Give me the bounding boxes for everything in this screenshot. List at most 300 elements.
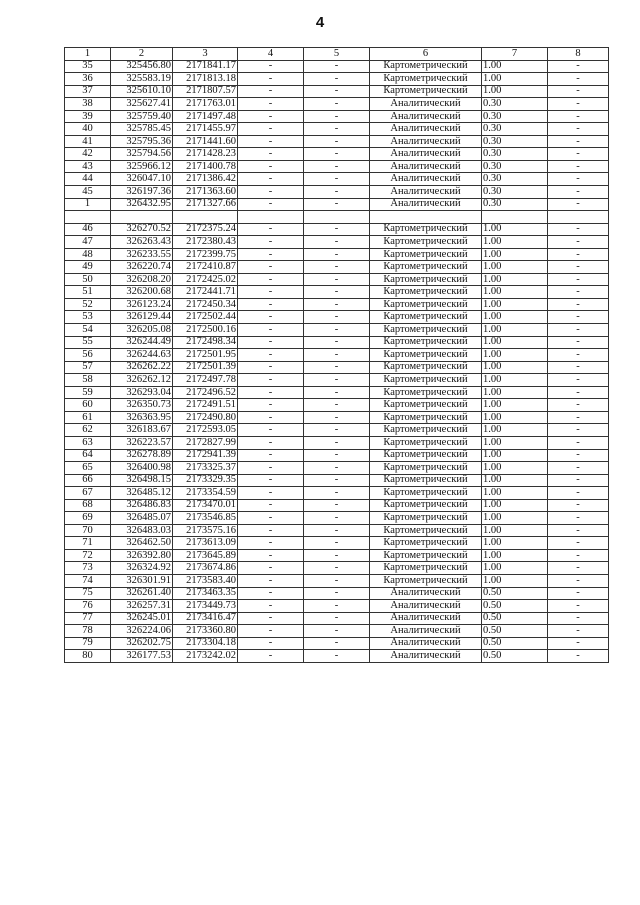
x-coordinate-cell: 326278.89 [111, 449, 173, 462]
y-coordinate-cell: 2173449.73 [173, 600, 238, 613]
col-5-cell: - [304, 587, 370, 600]
table-row [65, 223, 609, 236]
accuracy-cell: 1.00 [482, 499, 548, 512]
y-coordinate-cell: 2173583.40 [173, 574, 238, 587]
point-number-cell: 77 [65, 612, 111, 625]
point-number-cell: 40 [65, 123, 111, 136]
col-4-cell: - [238, 60, 304, 73]
method-cell: Картометрический [370, 474, 482, 487]
table-row [65, 73, 609, 86]
method-cell: Картометрический [370, 311, 482, 324]
table-row [65, 349, 609, 362]
col-4-cell: - [238, 98, 304, 111]
col-8-cell: - [548, 374, 609, 387]
point-number-cell: 74 [65, 574, 111, 587]
col-5-cell: - [304, 600, 370, 613]
col-8-cell: - [548, 173, 609, 186]
column-header-1: 1 [65, 48, 111, 61]
table-row [65, 574, 609, 587]
table-row [65, 612, 609, 625]
method-cell: Картометрический [370, 324, 482, 337]
accuracy-cell: 0.30 [482, 173, 548, 186]
col-8-cell: - [548, 236, 609, 249]
point-number-cell: 66 [65, 474, 111, 487]
point-number-cell: 60 [65, 399, 111, 412]
page-number: 4 [315, 14, 325, 31]
col-4-cell: - [238, 587, 304, 600]
col-8-cell: - [548, 324, 609, 337]
method-cell: Картометрический [370, 462, 482, 475]
col-5-cell: - [304, 160, 370, 173]
col-8-cell: - [548, 60, 609, 73]
col-5-cell [304, 211, 370, 224]
method-cell: Аналитический [370, 135, 482, 148]
y-coordinate-cell: 2172490.80 [173, 411, 238, 424]
col-5-cell: - [304, 85, 370, 98]
x-coordinate-cell: 326205.08 [111, 324, 173, 337]
point-number-cell: 67 [65, 487, 111, 500]
col-5-cell: - [304, 499, 370, 512]
x-coordinate-cell: 325627.41 [111, 98, 173, 111]
accuracy-cell: 0.30 [482, 110, 548, 123]
y-coordinate-cell: 2173360.80 [173, 625, 238, 638]
x-coordinate-cell: 326324.92 [111, 562, 173, 575]
col-5-cell: - [304, 574, 370, 587]
table-row [65, 173, 609, 186]
x-coordinate-cell: 326220.74 [111, 261, 173, 274]
x-coordinate-cell: 325610.10 [111, 85, 173, 98]
accuracy-cell: 1.00 [482, 223, 548, 236]
point-number-cell: 57 [65, 361, 111, 374]
accuracy-cell: 1.00 [482, 487, 548, 500]
method-cell: Картометрический [370, 436, 482, 449]
table-row [65, 186, 609, 199]
x-coordinate-cell: 326263.43 [111, 236, 173, 249]
method-cell: Картометрический [370, 512, 482, 525]
col-4-cell: - [238, 261, 304, 274]
col-8-cell [548, 211, 609, 224]
point-number-cell: 63 [65, 436, 111, 449]
x-coordinate-cell: 326432.95 [111, 198, 173, 211]
accuracy-cell: 0.30 [482, 186, 548, 199]
point-number-cell: 64 [65, 449, 111, 462]
col-8-cell: - [548, 449, 609, 462]
point-number-cell: 71 [65, 537, 111, 550]
method-cell: Аналитический [370, 98, 482, 111]
accuracy-cell: 0.30 [482, 98, 548, 111]
table-row [65, 637, 609, 650]
col-4-cell: - [238, 411, 304, 424]
accuracy-cell: 1.00 [482, 574, 548, 587]
table-row [65, 449, 609, 462]
point-number-cell: 1 [65, 198, 111, 211]
col-4-cell: - [238, 198, 304, 211]
y-coordinate-cell: 2172500.16 [173, 324, 238, 337]
table-row [65, 236, 609, 249]
y-coordinate-cell: 2173645.89 [173, 549, 238, 562]
method-cell: Аналитический [370, 587, 482, 600]
method-cell: Аналитический [370, 186, 482, 199]
accuracy-cell: 1.00 [482, 73, 548, 86]
col-8-cell: - [548, 411, 609, 424]
method-cell: Аналитический [370, 650, 482, 663]
col-5-cell: - [304, 449, 370, 462]
method-cell: Картометрический [370, 424, 482, 437]
point-number-cell: 42 [65, 148, 111, 161]
col-5-cell: - [304, 399, 370, 412]
accuracy-cell: 0.50 [482, 587, 548, 600]
col-4-cell: - [238, 311, 304, 324]
col-5-cell: - [304, 186, 370, 199]
table-row [65, 336, 609, 349]
col-5-cell: - [304, 135, 370, 148]
table-row [65, 512, 609, 525]
y-coordinate-cell: 2171327.66 [173, 198, 238, 211]
table-row [65, 499, 609, 512]
col-5-cell: - [304, 286, 370, 299]
accuracy-cell: 1.00 [482, 474, 548, 487]
table-row [65, 411, 609, 424]
col-4-cell: - [238, 336, 304, 349]
x-coordinate-cell: 325759.40 [111, 110, 173, 123]
method-cell: Картометрический [370, 386, 482, 399]
x-coordinate-cell: 326245.01 [111, 612, 173, 625]
table-row [65, 424, 609, 437]
accuracy-cell: 0.50 [482, 600, 548, 613]
method-cell: Картометрический [370, 236, 482, 249]
y-coordinate-cell: 2172450.34 [173, 298, 238, 311]
point-number-cell: 73 [65, 562, 111, 575]
col-5-cell: - [304, 650, 370, 663]
col-4-cell: - [238, 186, 304, 199]
point-number-cell: 79 [65, 637, 111, 650]
method-cell: Картометрический [370, 487, 482, 500]
table-row [65, 562, 609, 575]
x-coordinate-cell: 326392.80 [111, 549, 173, 562]
y-coordinate-cell: 2172380.43 [173, 236, 238, 249]
col-5-cell: - [304, 123, 370, 136]
col-4-cell: - [238, 173, 304, 186]
y-coordinate-cell: 2172593.05 [173, 424, 238, 437]
table-row [65, 135, 609, 148]
accuracy-cell: 1.00 [482, 236, 548, 249]
accuracy-cell: 1.00 [482, 273, 548, 286]
y-coordinate-cell: 2172496.52 [173, 386, 238, 399]
y-coordinate-cell: 2173463.35 [173, 587, 238, 600]
col-4-cell: - [238, 462, 304, 475]
table-row [65, 198, 609, 211]
point-number-cell [65, 211, 111, 224]
table-row [65, 537, 609, 550]
accuracy-cell: 0.50 [482, 637, 548, 650]
table-header [65, 48, 609, 61]
table-row [65, 98, 609, 111]
col-4-cell [238, 211, 304, 224]
point-number-cell: 59 [65, 386, 111, 399]
accuracy-cell: 1.00 [482, 248, 548, 261]
col-8-cell: - [548, 349, 609, 362]
point-number-cell: 53 [65, 311, 111, 324]
y-coordinate-cell: 2172375.24 [173, 223, 238, 236]
col-8-cell: - [548, 198, 609, 211]
accuracy-cell: 1.00 [482, 449, 548, 462]
y-coordinate-cell: 2171363.60 [173, 186, 238, 199]
col-4-cell: - [238, 399, 304, 412]
accuracy-cell: 1.00 [482, 361, 548, 374]
col-8-cell: - [548, 73, 609, 86]
accuracy-cell: 1.00 [482, 311, 548, 324]
y-coordinate-cell: 2172502.44 [173, 311, 238, 324]
col-8-cell: - [548, 148, 609, 161]
x-coordinate-cell: 326350.73 [111, 399, 173, 412]
col-5-cell: - [304, 324, 370, 337]
column-header-4: 4 [238, 48, 304, 61]
point-number-cell: 61 [65, 411, 111, 424]
x-coordinate-cell: 326262.22 [111, 361, 173, 374]
point-number-cell: 41 [65, 135, 111, 148]
x-coordinate-cell: 326400.98 [111, 462, 173, 475]
col-5-cell: - [304, 261, 370, 274]
col-4-cell: - [238, 524, 304, 537]
col-8-cell: - [548, 160, 609, 173]
col-4-cell: - [238, 574, 304, 587]
x-coordinate-cell: 326244.49 [111, 336, 173, 349]
col-5-cell: - [304, 562, 370, 575]
point-number-cell: 75 [65, 587, 111, 600]
col-5-cell: - [304, 436, 370, 449]
method-cell: Аналитический [370, 173, 482, 186]
method-cell: Картометрический [370, 374, 482, 387]
col-4-cell: - [238, 223, 304, 236]
col-4-cell: - [238, 286, 304, 299]
method-cell: Картометрический [370, 261, 482, 274]
col-8-cell: - [548, 123, 609, 136]
y-coordinate-cell: 2173470.01 [173, 499, 238, 512]
point-number-cell: 43 [65, 160, 111, 173]
col-8-cell: - [548, 574, 609, 587]
col-8-cell: - [548, 650, 609, 663]
table-row [65, 85, 609, 98]
column-header-3: 3 [173, 48, 238, 61]
point-number-cell: 54 [65, 324, 111, 337]
point-number-cell: 72 [65, 549, 111, 562]
table-row [65, 160, 609, 173]
accuracy-cell: 1.00 [482, 462, 548, 475]
point-number-cell: 49 [65, 261, 111, 274]
col-5-cell: - [304, 487, 370, 500]
table-row [65, 311, 609, 324]
x-coordinate-cell: 326244.63 [111, 349, 173, 362]
y-coordinate-cell: 2171807.57 [173, 85, 238, 98]
col-4-cell: - [238, 248, 304, 261]
method-cell: Аналитический [370, 637, 482, 650]
table-row [65, 374, 609, 387]
y-coordinate-cell: 2173575.16 [173, 524, 238, 537]
table-row [65, 298, 609, 311]
accuracy-cell: 1.00 [482, 60, 548, 73]
accuracy-cell: 1.00 [482, 436, 548, 449]
y-coordinate-cell: 2171813.18 [173, 73, 238, 86]
point-number-cell: 39 [65, 110, 111, 123]
y-coordinate-cell: 2171497.48 [173, 110, 238, 123]
x-coordinate-cell: 326485.12 [111, 487, 173, 500]
x-coordinate-cell: 325785.45 [111, 123, 173, 136]
point-number-cell: 62 [65, 424, 111, 437]
accuracy-cell: 1.00 [482, 374, 548, 387]
col-8-cell: - [548, 98, 609, 111]
method-cell: Картометрический [370, 562, 482, 575]
x-coordinate-cell: 326301.91 [111, 574, 173, 587]
table-row [65, 650, 609, 663]
point-number-cell: 38 [65, 98, 111, 111]
x-coordinate-cell: 325966.12 [111, 160, 173, 173]
x-coordinate-cell: 326200.68 [111, 286, 173, 299]
y-coordinate-cell: 2172410.87 [173, 261, 238, 274]
method-cell: Картометрический [370, 223, 482, 236]
col-8-cell: - [548, 298, 609, 311]
col-8-cell: - [548, 537, 609, 550]
y-coordinate-cell: 2172501.95 [173, 349, 238, 362]
accuracy-cell: 0.50 [482, 650, 548, 663]
x-coordinate-cell: 326261.40 [111, 587, 173, 600]
point-number-cell: 37 [65, 85, 111, 98]
col-8-cell: - [548, 436, 609, 449]
x-coordinate-cell: 326223.57 [111, 436, 173, 449]
x-coordinate-cell: 325583.19 [111, 73, 173, 86]
accuracy-cell: 1.00 [482, 336, 548, 349]
col-4-cell: - [238, 612, 304, 625]
table-row [65, 386, 609, 399]
table-row [65, 549, 609, 562]
col-4-cell: - [238, 637, 304, 650]
method-cell: Аналитический [370, 160, 482, 173]
col-8-cell: - [548, 512, 609, 525]
accuracy-cell: 1.00 [482, 261, 548, 274]
x-coordinate-cell: 326293.04 [111, 386, 173, 399]
col-4-cell: - [238, 424, 304, 437]
col-5-cell: - [304, 236, 370, 249]
accuracy-cell: 1.00 [482, 324, 548, 337]
accuracy-cell: 1.00 [482, 298, 548, 311]
y-coordinate-cell: 2172941.39 [173, 449, 238, 462]
y-coordinate-cell: 2173242.02 [173, 650, 238, 663]
method-cell: Картометрический [370, 524, 482, 537]
method-cell: Картометрический [370, 60, 482, 73]
col-8-cell: - [548, 311, 609, 324]
col-8-cell: - [548, 612, 609, 625]
y-coordinate-cell: 2172497.78 [173, 374, 238, 387]
col-5-cell: - [304, 625, 370, 638]
col-5-cell: - [304, 549, 370, 562]
point-number-cell: 65 [65, 462, 111, 475]
col-8-cell: - [548, 462, 609, 475]
method-cell: Картометрический [370, 248, 482, 261]
accuracy-cell: 1.00 [482, 524, 548, 537]
y-coordinate-cell [173, 211, 238, 224]
col-4-cell: - [238, 549, 304, 562]
col-8-cell: - [548, 223, 609, 236]
method-cell [370, 211, 482, 224]
table-row [65, 462, 609, 475]
x-coordinate-cell: 326485.07 [111, 512, 173, 525]
method-cell: Картометрический [370, 411, 482, 424]
y-coordinate-cell: 2172827.99 [173, 436, 238, 449]
method-cell: Картометрический [370, 298, 482, 311]
col-4-cell: - [238, 236, 304, 249]
accuracy-cell: 0.30 [482, 160, 548, 173]
method-cell: Картометрический [370, 449, 482, 462]
accuracy-cell: 1.00 [482, 512, 548, 525]
accuracy-cell: 1.00 [482, 549, 548, 562]
table-row [65, 625, 609, 638]
column-header-6: 6 [370, 48, 482, 61]
method-cell: Аналитический [370, 123, 482, 136]
method-cell: Картометрический [370, 85, 482, 98]
method-cell: Аналитический [370, 600, 482, 613]
x-coordinate-cell: 325456.80 [111, 60, 173, 73]
point-number-cell: 68 [65, 499, 111, 512]
col-4-cell: - [238, 73, 304, 86]
y-coordinate-cell: 2171386.42 [173, 173, 238, 186]
y-coordinate-cell: 2172491.51 [173, 399, 238, 412]
col-5-cell: - [304, 148, 370, 161]
point-number-cell: 76 [65, 600, 111, 613]
y-coordinate-cell: 2172425.02 [173, 273, 238, 286]
accuracy-cell: 1.00 [482, 349, 548, 362]
method-cell: Картометрический [370, 349, 482, 362]
col-4-cell: - [238, 160, 304, 173]
table-row [65, 60, 609, 73]
y-coordinate-cell: 2173416.47 [173, 612, 238, 625]
col-4-cell: - [238, 386, 304, 399]
col-8-cell: - [548, 499, 609, 512]
x-coordinate-cell: 326270.52 [111, 223, 173, 236]
x-coordinate-cell: 326123.24 [111, 298, 173, 311]
y-coordinate-cell: 2172501.39 [173, 361, 238, 374]
y-coordinate-cell: 2171441.60 [173, 135, 238, 148]
col-5-cell: - [304, 73, 370, 86]
x-coordinate-cell: 326233.55 [111, 248, 173, 261]
col-8-cell: - [548, 186, 609, 199]
table-row [65, 600, 609, 613]
y-coordinate-cell: 2172441.71 [173, 286, 238, 299]
col-4-cell: - [238, 600, 304, 613]
col-5-cell: - [304, 386, 370, 399]
accuracy-cell: 1.00 [482, 399, 548, 412]
col-5-cell: - [304, 537, 370, 550]
col-4-cell: - [238, 85, 304, 98]
col-8-cell: - [548, 424, 609, 437]
column-header-5: 5 [304, 48, 370, 61]
accuracy-cell: 0.30 [482, 148, 548, 161]
y-coordinate-cell: 2172399.75 [173, 248, 238, 261]
header-row [65, 48, 609, 61]
y-coordinate-cell: 2171841.17 [173, 60, 238, 73]
table-row [65, 487, 609, 500]
col-5-cell: - [304, 273, 370, 286]
table-row [65, 148, 609, 161]
col-4-cell: - [238, 123, 304, 136]
x-coordinate-cell: 326363.95 [111, 411, 173, 424]
col-4-cell: - [238, 148, 304, 161]
col-5-cell: - [304, 298, 370, 311]
col-5-cell: - [304, 198, 370, 211]
method-cell: Картометрический [370, 399, 482, 412]
table-row [65, 587, 609, 600]
x-coordinate-cell: 326257.31 [111, 600, 173, 613]
col-4-cell: - [238, 487, 304, 500]
col-8-cell: - [548, 85, 609, 98]
